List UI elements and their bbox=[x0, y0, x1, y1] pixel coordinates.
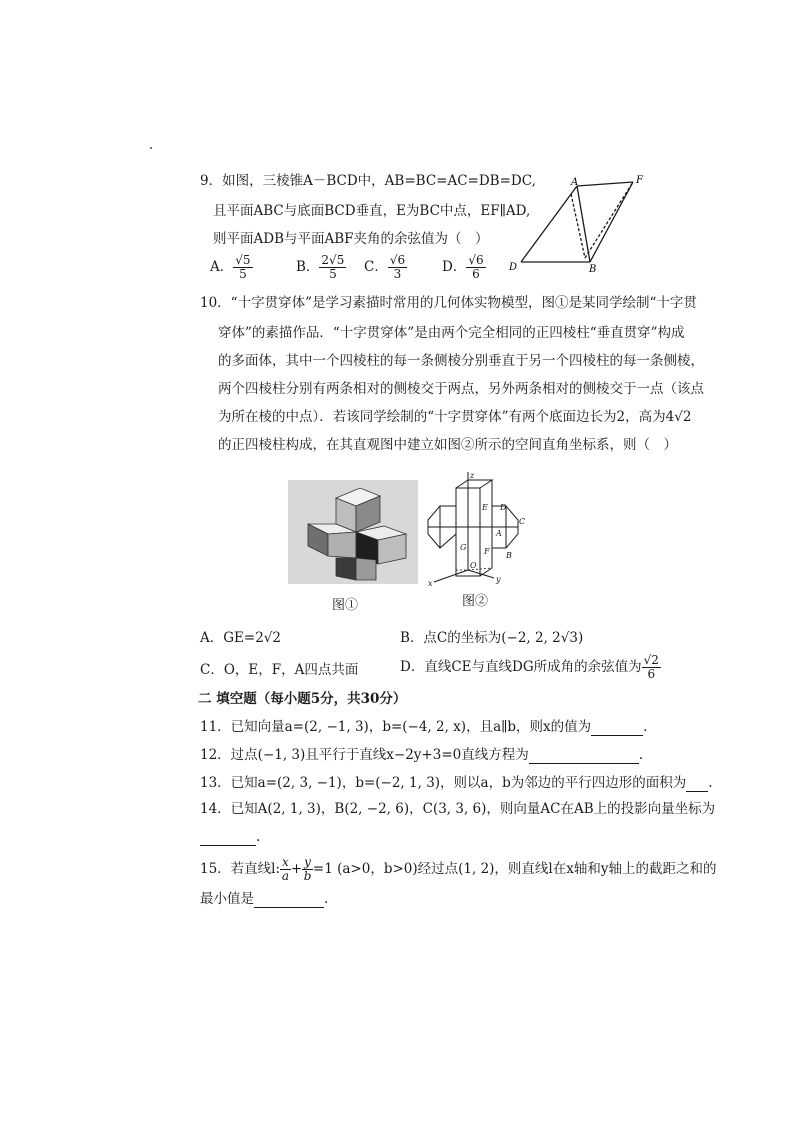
edge-fb bbox=[590, 182, 633, 262]
q9-option-a[interactable]: A． $\frac{√5}{5}$ bbox=[210, 253, 251, 281]
q11-text: 11．已知向量a=(2, −1, 3)，b=(−4, 2, x)，且a∥b，则x的值为 . bbox=[200, 719, 648, 735]
label-o: O bbox=[470, 561, 477, 570]
q10-line-2: 穿体”的素描作品．“十字贯穿体”是由两个完全相同的正四棱柱“垂直贯穿”构成 bbox=[218, 325, 685, 341]
q10-line-6: 的正四棱柱构成，在其直观图中建立如图②所示的空间直角坐标系，则（ ） bbox=[218, 437, 677, 453]
q10-option-c[interactable]: C．O，E，F，A四点共面 bbox=[200, 662, 359, 678]
q10-figure-1-sketch bbox=[288, 480, 418, 584]
q12-text: 12．过点(−1, 3)且平行于直线x−2y+3=0直线方程为 . bbox=[200, 747, 644, 763]
scan-speck bbox=[150, 147, 152, 149]
answer-blank[interactable] bbox=[529, 749, 639, 764]
y-axis bbox=[468, 570, 494, 578]
q10-line-3: 的多面体，其中一个四棱柱的每一条侧棱分别垂直于另一个四棱柱的每一条侧棱， bbox=[218, 353, 704, 369]
edge-da bbox=[521, 186, 577, 262]
q15-line-2: 最小值是 . bbox=[200, 891, 329, 907]
dashed-edge-ef bbox=[585, 182, 633, 258]
fraction: $\frac{x}{a}$ bbox=[281, 855, 290, 883]
label-a: A bbox=[496, 529, 502, 538]
fraction: $\frac{2√5}{5}$ bbox=[321, 253, 345, 281]
q10-option-a[interactable]: A．GE=2√2 bbox=[200, 630, 281, 646]
q10-option-b[interactable]: B．点C的坐标为(−2, 2, 2√3) bbox=[400, 630, 584, 646]
label-c: C bbox=[519, 517, 526, 526]
q9-line-2: 且平面ABC与底面BCD垂直，E为BC中点，EF∥AD, bbox=[213, 203, 531, 219]
answer-blank[interactable] bbox=[254, 893, 324, 908]
q10-line-1: 10．“十字贯穿体”是学习素描时常用的几何体实物模型，图①是某同学绘制“十字贯 bbox=[200, 295, 697, 311]
q10-figure-2-diagram bbox=[420, 470, 530, 588]
q9-option-d[interactable]: D． $\frac{√6}{6}$ bbox=[442, 253, 484, 281]
q13-text: 13．已知a=(2, 3, −1)，b=(−2, 1, 3)，则以a，b为邻边的平行四边形的面积为 . bbox=[200, 775, 713, 791]
label-d: D bbox=[500, 503, 507, 512]
fraction: $\frac{y}{b}$ bbox=[303, 855, 312, 883]
label-x: x bbox=[428, 579, 433, 588]
fraction: $\frac{√6}{3}$ bbox=[389, 253, 406, 281]
q9-option-c[interactable]: C． $\frac{√6}{3}$ bbox=[364, 253, 406, 281]
section-2-title: 二 填空题（每小题5分，共30分） bbox=[198, 691, 407, 707]
q15-text: 15．若直线l: $\frac{x}{a}$ + $\frac{y}{b}$ =1 (a>0，b>0)经过点(1, 2)，则直线l在x轴和y轴上的截距之和的 bbox=[200, 855, 717, 883]
fraction: $\frac{√5}{5}$ bbox=[235, 253, 251, 281]
q10-figure-2-caption: 图② bbox=[462, 594, 489, 609]
label-d: D bbox=[509, 262, 518, 273]
q14-line-2: . bbox=[200, 828, 260, 846]
q10-option-d[interactable]: D．直线CE与直线DG所成角的余弦值为 $\frac{√2}{6}$ bbox=[400, 653, 659, 681]
q9-line-3: 则平面ADB与平面ABF夹角的余弦值为（ ） bbox=[213, 231, 489, 247]
label-f: F bbox=[636, 175, 643, 186]
q14-text: 14．已知A(2, 1, 3)，B(2, −2, 6)，C(3, 3, 6)，则向量AC在AB上的投影向量坐标为 bbox=[200, 801, 716, 817]
q9-option-b[interactable]: B． $\frac{2√5}{5}$ bbox=[296, 253, 345, 281]
q9-line-1: 9．如图，三棱锥A－BCD中，AB=BC=AC=DB=DC, bbox=[200, 173, 536, 189]
edge-af bbox=[577, 182, 633, 186]
q10-line-4: 两个四棱柱分别有两条相对的侧棱交于两点，另外两条相对的侧棱交于一点（该点 bbox=[218, 381, 704, 397]
q10-line-5: 为所在棱的中点）．若该同学绘制的“十字贯穿体”有两个底面边长为2，高为4√2 bbox=[218, 409, 692, 425]
label-y: y bbox=[496, 575, 501, 584]
answer-blank[interactable] bbox=[686, 777, 708, 792]
label-g: G bbox=[460, 543, 467, 552]
dashed-edge bbox=[571, 194, 585, 258]
fraction: $\frac{√2}{6}$ bbox=[643, 653, 659, 681]
label-z: z bbox=[470, 471, 475, 480]
fraction: $\frac{√6}{6}$ bbox=[468, 253, 484, 281]
answer-blank[interactable] bbox=[591, 721, 643, 736]
label-a: A bbox=[571, 177, 579, 188]
q9-tetrahedron-figure bbox=[505, 172, 655, 274]
label-b: B bbox=[506, 551, 512, 560]
label-b: B bbox=[589, 264, 597, 274]
q10-figure-1-caption: 图① bbox=[332, 598, 359, 613]
answer-blank[interactable] bbox=[200, 831, 256, 846]
label-e: E bbox=[482, 503, 488, 512]
label-f: F bbox=[484, 547, 490, 556]
vertical-prism-top bbox=[456, 480, 492, 488]
